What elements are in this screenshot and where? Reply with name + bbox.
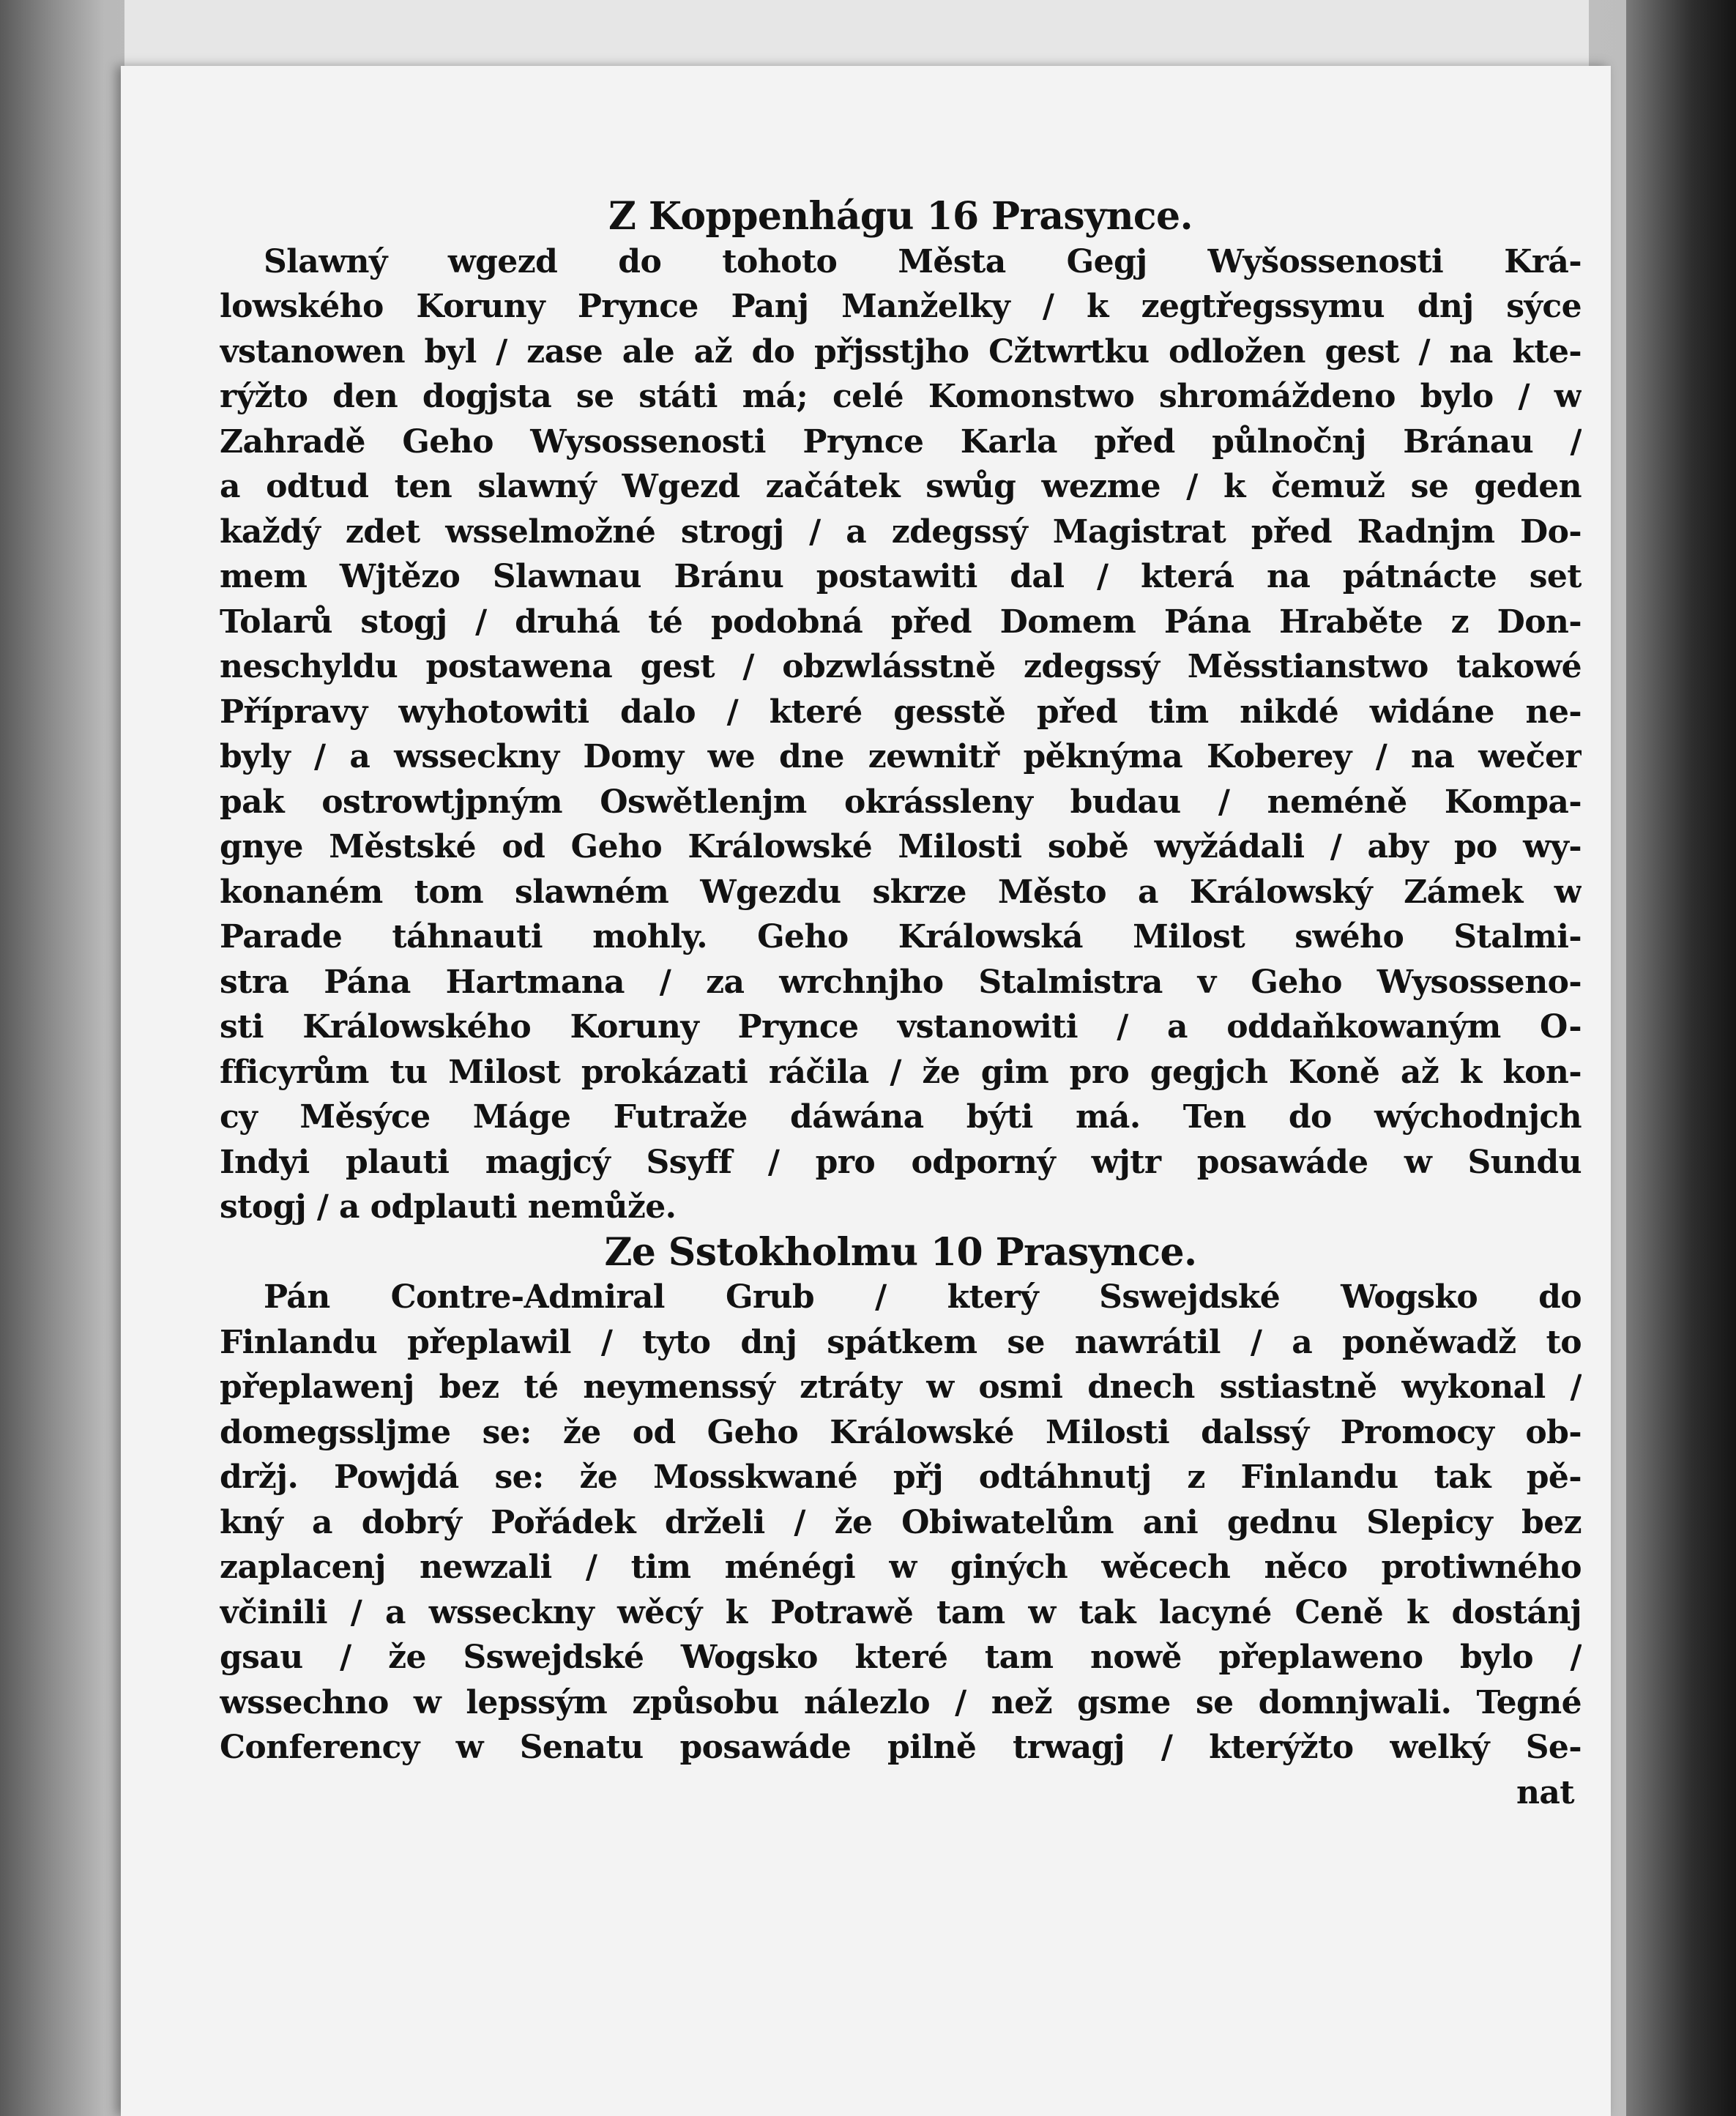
text-line: Finlandu přeplawil / tyto dnj spátkem se nawrátil / a poněwadž to <box>220 1323 1582 1361</box>
text-line: vstanowen byl / zase ale až do přjsstjho Cžtwrtku odložen gest / na kte- <box>220 332 1582 370</box>
text-line: stogj / a odplauti nemůže. <box>220 1188 677 1226</box>
text-line: Přípravy wyhotowiti dalo / které gesstě před tim nikdé widáne ne- <box>220 693 1582 731</box>
catchword: nat <box>1516 1773 1574 1811</box>
text-line: přeplawenj bez té neymenssý ztráty w osmi dnech sstiastně wykonal / <box>220 1368 1582 1406</box>
text-line: pak ostrowtjpným Oswětlenjm okrássleny budau / neméně Kompa- <box>220 783 1582 821</box>
text-line: gsau / že Sswejdské Wogsko které tam nowě přeplaweno bylo / <box>220 1639 1582 1676</box>
text-line: fficyrům tu Milost prokázati ráčila / že gim pro gegjch Koně až k kon- <box>220 1053 1582 1091</box>
text-line: držj. Powjdá se: že Mosskwané přj odtáhnutj z Finlandu tak pě- <box>220 1459 1582 1496</box>
text-line: byly / a wsseckny Domy we dne zewnitř pěknýma Koberey / na wečer <box>220 738 1582 775</box>
text-line: sti Králowského Koruny Prynce vstanowiti / a oddaňkowaným O- <box>220 1008 1582 1046</box>
text-line: Tolarů stogj / druhá té podobná před Domem Pána Hraběte z Don- <box>220 603 1582 641</box>
text-line: wssechno w lepssým způsobu nálezlo / než gsme se domnjwali. Tegné <box>220 1683 1582 1721</box>
text-line: lowského Koruny Prynce Panj Manželky / k zegtřegssymu dnj sýce <box>220 288 1582 325</box>
text-line: rýžto den dogjsta se státi má; celé Komonstwo shromáždeno bylo / w <box>220 378 1582 415</box>
text-line: Indyi plauti magjcý Ssyff / pro odporný wjtr posawáde w Sundu <box>220 1143 1582 1181</box>
page-text <box>220 194 1582 1815</box>
text-line: kný a dobrý Pořádek drželi / že Obiwatelům ani gednu Slepicy bez <box>220 1503 1582 1541</box>
scanner-edge-shadow <box>1626 0 1736 2116</box>
text-line: cy Měsýce Máge Futraže dáwána býti má. Ten do wýchodnjch <box>220 1098 1582 1136</box>
text-line: stra Pána Hartmana / za wrchnjho Stalmistra v Geho Wysosseno- <box>220 963 1582 1001</box>
text-line: zaplacenj newzali / tim ménégi w giných wěcech něco protiwného <box>220 1549 1582 1586</box>
text-line: domegssljme se: že od Geho Králowské Milosti dalssý Promocy ob- <box>220 1413 1582 1451</box>
text-line: a odtud ten slawný Wgezd začátek swůg wezme / k čemuž se geden <box>220 468 1582 505</box>
text-line: Pán Contre-Admiral Grub / který Sswejdské Wogsko do <box>264 1278 1582 1316</box>
text-line: konaném tom slawném Wgezdu skrze Město a Králowský Zámek w <box>220 873 1582 911</box>
section-body-copenhagen <box>220 239 1582 1230</box>
section-heading-copenhagen: Z Koppenhágu 16 Prasynce. <box>608 194 1193 239</box>
section-heading-stockholm: Ze Sstokholmu 10 Prasynce. <box>604 1229 1197 1275</box>
text-line: Slawný wgezd do tohoto Města Gegj Wyšossenosti Krá- <box>264 242 1582 280</box>
text-line: mem Wjtězo Slawnau Bránu postawiti dal / která na pátnácte set <box>220 558 1582 595</box>
text-line: včinili / a wsseckny wěcý k Potrawě tam w tak lacyné Ceně k dostánj <box>220 1593 1582 1631</box>
text-line: gnye Městské od Geho Králowské Milosti sobě wyžádali / aby po wy- <box>220 828 1582 865</box>
text-line: Conferency w Senatu posawáde pilně trwagj / kterýžto welký Se- <box>220 1729 1582 1766</box>
section-body-stockholm <box>220 1275 1582 1815</box>
text-line: každý zdet wsselmožné strogj / a zdegssý Magistrat před Radnjm Do- <box>220 513 1582 551</box>
text-line: neschyldu postawena gest / obzwlásstně zdegssý Měsstianstwo takowé <box>220 648 1582 685</box>
text-line: Zahradě Geho Wysossenosti Prynce Karla před půlnočnj Bránau / <box>220 422 1582 461</box>
text-line: Parade táhnauti mohly. Geho Králowská Milost swého Stalmi- <box>220 918 1582 955</box>
